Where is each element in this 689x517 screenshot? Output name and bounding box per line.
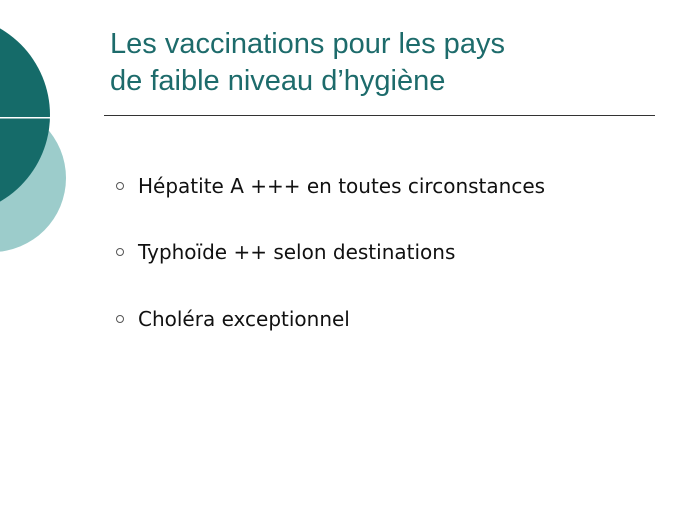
decorative-divider	[0, 117, 80, 119]
slide-title	[110, 26, 670, 100]
slide-title-line-2: de faible niveau d’hygiène	[110, 65, 446, 97]
title-underline	[104, 115, 655, 116]
decorative-circles	[0, 0, 80, 280]
bullet-text: Typhoïde ++ selon destinations	[138, 240, 456, 264]
hollow-circle-bullet-icon	[116, 182, 124, 190]
slide-title-line-1: Les vaccinations pour les pays	[110, 28, 505, 60]
hollow-circle-bullet-icon	[116, 315, 124, 323]
hollow-circle-bullet-icon	[116, 248, 124, 256]
bullet-text: Hépatite A +++ en toutes circonstances	[138, 174, 546, 198]
bullet-text: Choléra exceptionnel	[138, 307, 350, 331]
